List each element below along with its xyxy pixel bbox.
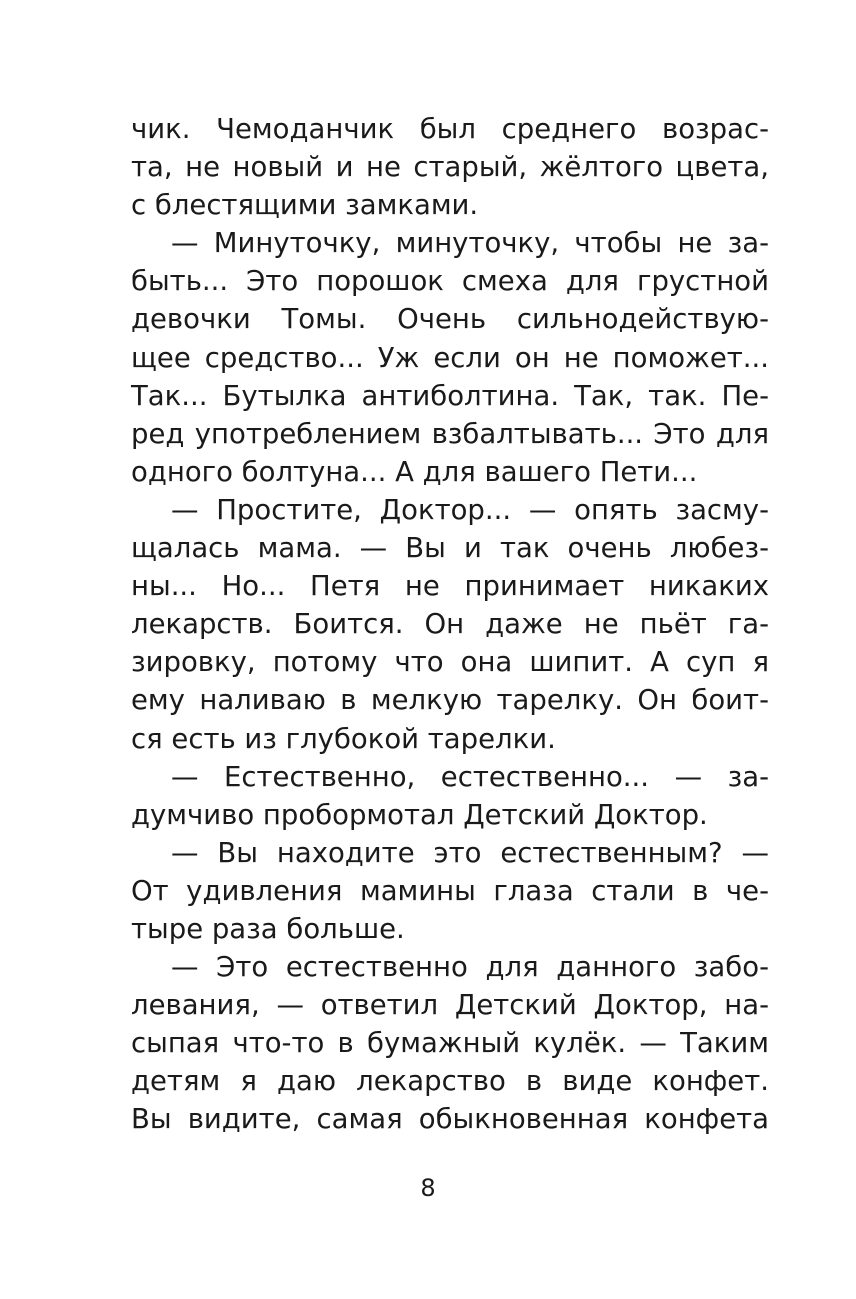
text-line: лекарств. Боится. Он даже не пьёт га- [131,608,769,641]
text-line: — Вы находите это естественным? — [171,836,769,869]
text-line: — Простите, Доктор... — опять засму- [171,493,769,526]
text-line: девочки Томы. Очень сильнодействую- [131,303,769,336]
text-line: ся есть из глубокой тарелки. [131,722,556,755]
text-line: та, не новый и не старый, жёлтого цвета, [131,151,769,184]
text-line: — Это естественно для данного забо- [171,951,769,984]
text-line: с блестящими замками. [131,189,479,222]
text-line: От удивления мамины глаза стали в че- [131,874,769,907]
text-line: Вы видите, самая обыкновенная конфета [131,1103,769,1136]
text-line: сыпая что-то в бумажный кулёк. — Таким [131,1027,769,1060]
text-line: детям я даю лекарство в виде конфет. [131,1065,769,1098]
text-line: тыре раза больше. [131,912,405,945]
text-line: думчиво пробормотал Детский Доктор. [131,798,708,831]
page-body-text [131,110,769,1139]
text-line: ны... Но... Петя не принимает никаких [131,570,769,603]
text-line: зировку, потому что она шипит. А суп я [131,646,769,679]
text-line: ему наливаю в мелкую тарелку. Он боит- [131,684,769,717]
text-line: щалась мама. — Вы и так очень любез- [131,532,769,565]
text-line: — Естественно, естественно... — за- [171,760,769,793]
text-line: быть... Это порошок смеха для грустной [131,265,769,298]
text-line: левания, — ответил Детский Доктор, на- [131,989,769,1022]
text-line: щее средство... Уж если он не поможет... [131,341,769,374]
text-line: Так... Бутылка антиболтина. Так, так. Пе- [131,379,769,412]
text-line: — Минуточку, минуточку, чтобы не за- [171,227,769,260]
text-line: ред употреблением взбалтывать... Это для [131,417,769,450]
text-line: чик. Чемоданчик был среднего возрас- [131,113,769,145]
page-number: 8 [420,1174,436,1202]
text-line: одного болтуна... А для вашего Пети... [131,455,698,488]
